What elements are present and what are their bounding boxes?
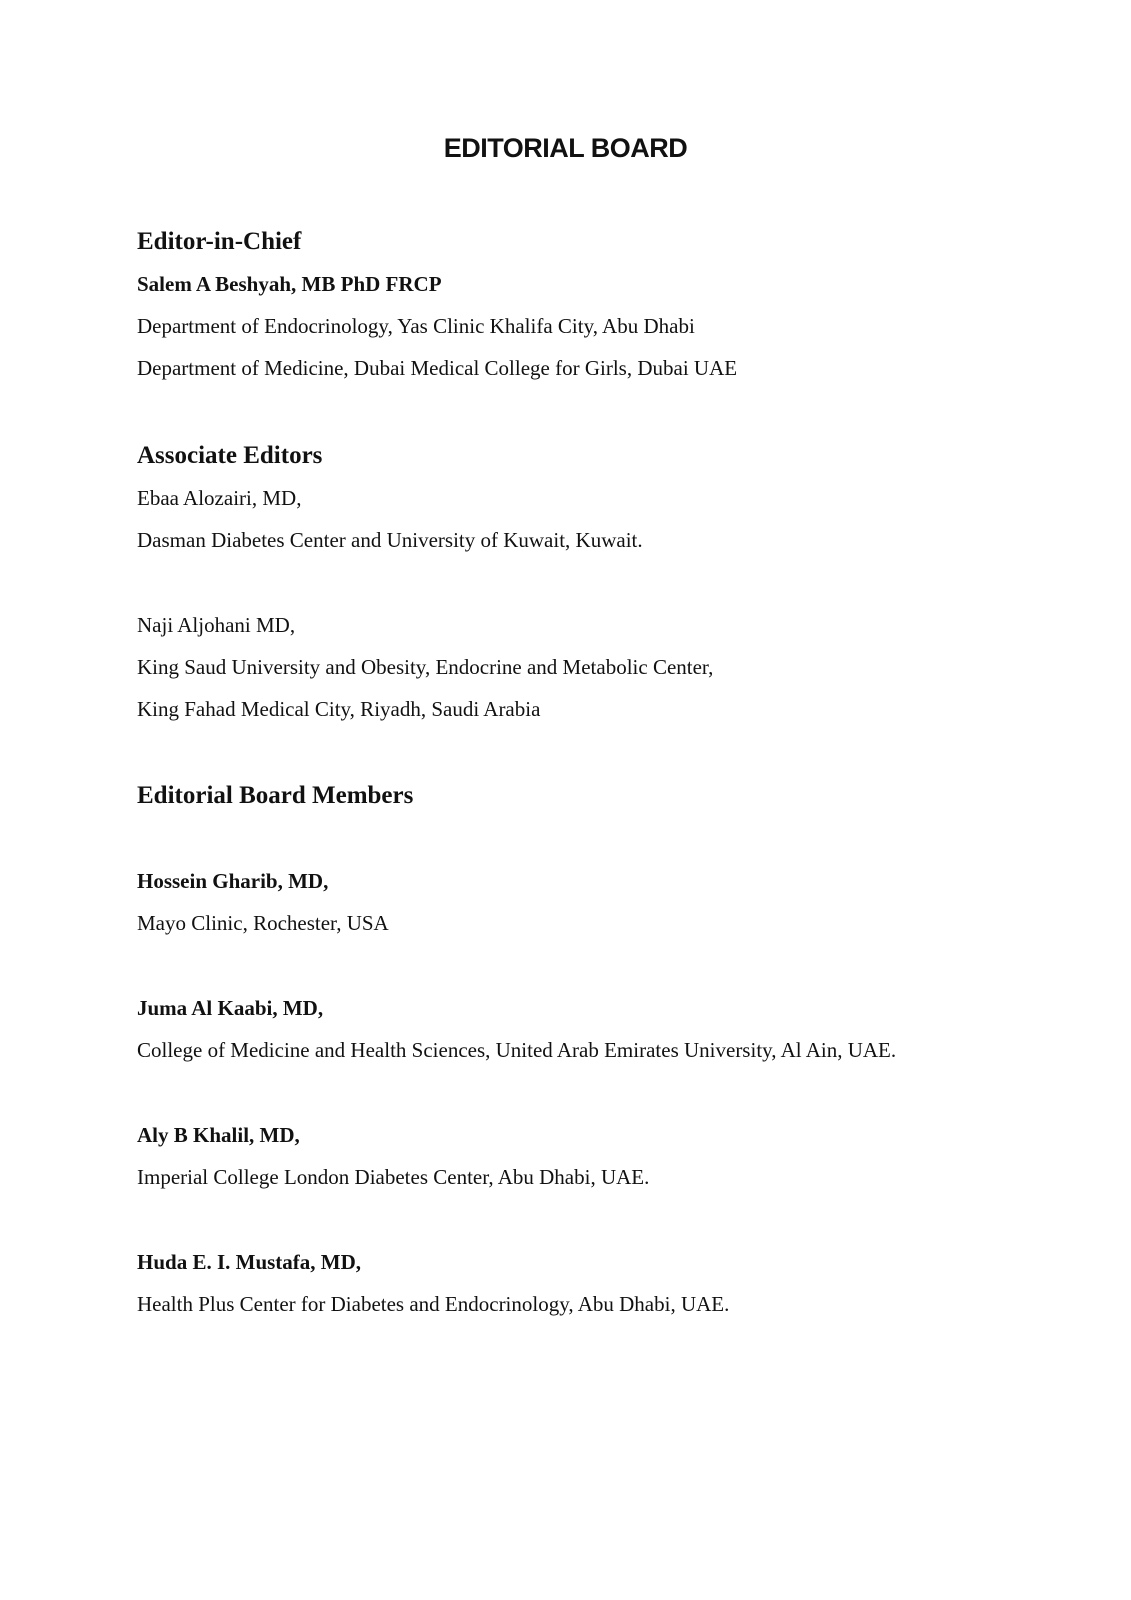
editor-in-chief-affiliation: Department of Endocrinology, Yas Clinic Khalifa City, Abu Dhabi xyxy=(137,314,695,338)
board-member-name: Juma Al Kaabi, MD, xyxy=(137,996,324,1020)
board-member-name: Huda E. I. Mustafa, MD, xyxy=(137,1250,362,1274)
board-member-affiliation: Health Plus Center for Diabetes and Endocrinology, Abu Dhabi, UAE. xyxy=(137,1292,730,1316)
associate-editor-affiliation: Dasman Diabetes Center and University of Kuwait, Kuwait. xyxy=(137,528,643,552)
board-member-affiliation: College of Medicine and Health Sciences, United Arab Emirates University, Al Ain, UAE. xyxy=(137,1038,897,1062)
associate-editor-name: Naji Aljohani MD, xyxy=(137,613,296,637)
board-members-heading: Editorial Board Members xyxy=(137,782,414,809)
board-member-name: Aly B Khalil, MD, xyxy=(137,1123,300,1147)
associate-editors-heading: Associate Editors xyxy=(137,442,323,469)
board-member-name: Hossein Gharib, MD, xyxy=(137,869,329,893)
board-member-affiliation: Imperial College London Diabetes Center, Abu Dhabi, UAE. xyxy=(137,1165,650,1189)
editor-in-chief-heading: Editor-in-Chief xyxy=(137,228,302,255)
associate-editor-affiliation: King Fahad Medical City, Riyadh, Saudi Arabia xyxy=(137,697,541,721)
editor-in-chief-affiliation: Department of Medicine, Dubai Medical College for Girls, Dubai UAE xyxy=(137,356,738,380)
editor-in-chief-name: Salem A Beshyah, MB PhD FRCP xyxy=(137,272,442,296)
associate-editor-name: Ebaa Alozairi, MD, xyxy=(137,486,302,510)
board-member-affiliation: Mayo Clinic, Rochester, USA xyxy=(137,911,389,935)
page-title: EDITORIAL BOARD xyxy=(443,133,688,163)
associate-editor-affiliation: King Saud University and Obesity, Endocrine and Metabolic Center, xyxy=(137,655,714,679)
